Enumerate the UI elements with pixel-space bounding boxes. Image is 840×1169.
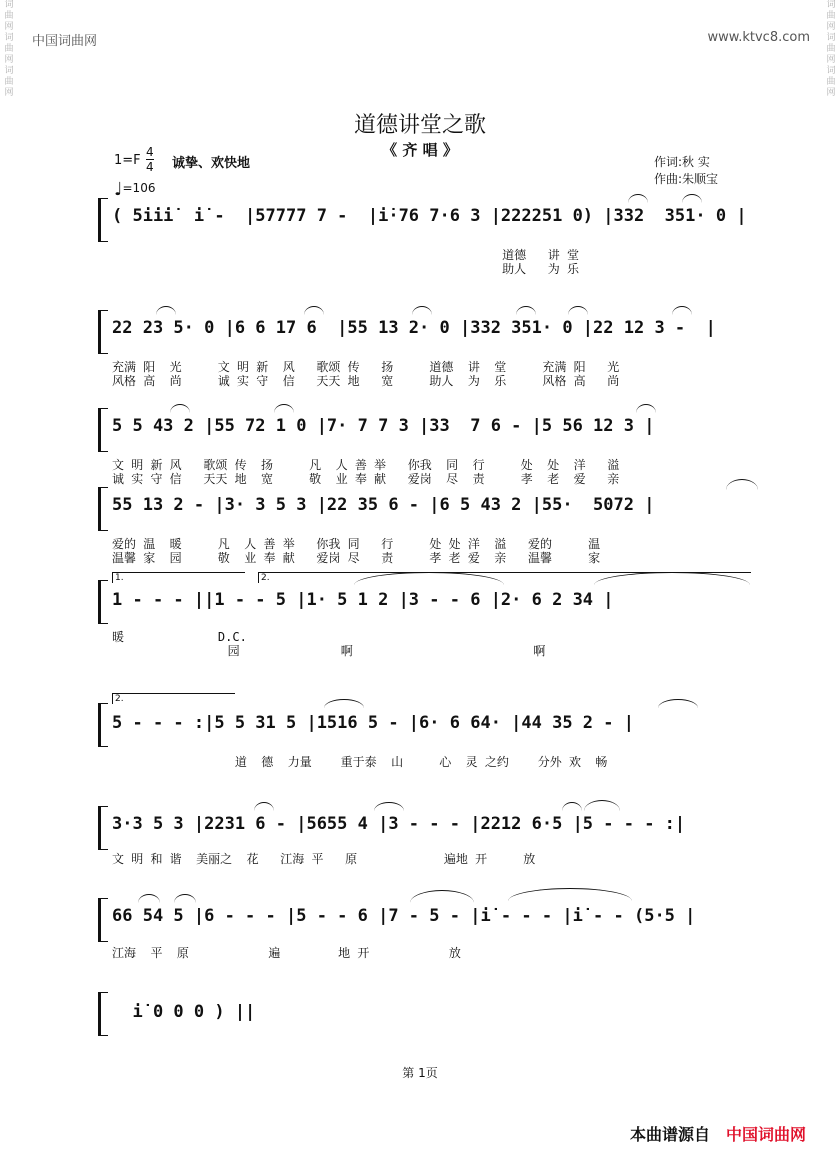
lyrics-verse-2: 园 啊 啊 (112, 644, 546, 658)
system-brace (98, 310, 108, 354)
volta-2: 2. (258, 572, 751, 583)
notation-line: 22 23 5· 0 |6 6 17 6 |55 13 2· 0 |332 351· 0 |22 12 3 - | (112, 318, 716, 338)
slur (254, 802, 274, 811)
system-brace (98, 898, 108, 942)
system-brace (98, 408, 108, 452)
score-system-5 (98, 572, 754, 662)
notation-line: 55 13 2 - |3· 3 5 3 |22 35 6 - |6 5 43 2 |55· 5072 | (112, 495, 655, 515)
lyrics-verse-1: 暖 D.C. (112, 630, 247, 644)
site-name-watermark: 中国词曲网 (32, 34, 98, 49)
slur (412, 306, 432, 315)
composer-credit: 作曲:朱顺宝 (654, 172, 719, 186)
slur (324, 699, 364, 708)
slur (170, 404, 190, 413)
page-number: 第 1页 (402, 1066, 438, 1080)
score-system-4 (98, 485, 754, 565)
slur (374, 802, 404, 811)
score-system-9 (98, 990, 754, 1040)
notation-line: 3·3 5 3 |2231 6 - |5655 4 |3 - - - |2212 6·5 |5 - - - :| (112, 814, 686, 834)
volta-1: 1. (112, 572, 245, 583)
notation-line: 66 54 5 |6 - - - |5 - - 6 |7 - 5 - |i̇ - - - |i̇ - - (5·5 | (112, 906, 696, 926)
notation-line: ( 5i̇i̇i̇ i̇ - |57777 7 - |i̇·76 7·6 3 |222251 0) |332 351· 0 | (112, 206, 747, 226)
slur (174, 894, 196, 903)
site-url-watermark: www.ktvc8.com (707, 30, 810, 45)
side-watermark-left: 词曲网 词曲网 词曲网 (4, 0, 14, 98)
slur (682, 194, 702, 203)
volta-2: 2. (112, 693, 235, 704)
score-system-3 (98, 406, 754, 486)
time-signature (146, 145, 154, 174)
notation-line: 5 5 43 2 |55 72 1 0 |7· 7 7 3 |33 7 6 - |5 56 12 3 | (112, 416, 655, 436)
slur (274, 404, 294, 413)
slur (628, 194, 648, 203)
slur (636, 404, 656, 413)
lyrics-verse-1: 道德 讲 堂 (112, 248, 580, 262)
source-label: 本曲谱源自 (629, 1125, 710, 1144)
song-title: 道德讲堂之歌 (353, 113, 486, 138)
slur (672, 306, 692, 315)
slur (562, 802, 582, 811)
lyrics-verse-2: 诚 实 守 信 天天 地 宽 敬 业 奉 献 爱岗 尽 责 孝 老 爱 亲 (112, 472, 620, 486)
system-brace (98, 198, 108, 242)
notation-line: 1 - - - ||1 - - 5 |1· 5 1 2 |3 - - 6 |2· 6 2 34 | (112, 590, 614, 610)
time-signature-bottom: 4 (146, 160, 154, 174)
lyrics-verse-1: 充满 阳 光 文 明 新 风 歌颂 传 扬 道德 讲 堂 充满 阳 光 (112, 360, 620, 374)
notation-line: 5 - - - :|5 5 31 5 |1516 5 - |6· 6 64· |44 35 2 - | (112, 713, 634, 733)
slur (138, 894, 160, 903)
score-system-6 (98, 693, 754, 773)
slur (568, 306, 588, 315)
score-system-1 (98, 196, 754, 276)
expression-mark: 诚挚、欢快地 (172, 156, 251, 171)
lyrics-verse-1: 道 德 力量 重于泰 山 心 灵 之约 分外 欢 畅 (112, 755, 608, 769)
slur (304, 306, 324, 315)
lyrics-verse-1: 江海 平 原 遍 地 开 放 (112, 946, 461, 960)
quarter-note-icon: ♩ (114, 179, 123, 200)
lyrics-verse-2: 温馨 家 园 敬 业 奉 献 爱岗 尽 责 孝 老 爱 亲 温馨 家 (112, 551, 601, 565)
lyrics-verse-1: 文 明 和 谐 美丽之 花 江海 平 原 遍地 开 放 (112, 852, 536, 866)
slur (156, 306, 176, 315)
key-signature: 1=F (114, 153, 141, 168)
score-system-2 (98, 308, 754, 388)
time-signature-top: 4 (146, 145, 154, 159)
lyricist-credit: 作词:秋 实 (654, 155, 710, 169)
slur (410, 890, 474, 903)
slur (508, 888, 632, 901)
slur (658, 699, 698, 708)
lyrics-verse-2: 助人 为 乐 (112, 262, 580, 276)
lyrics-verse-2: 风格 高 尚 诚 实 守 信 天天 地 宽 助人 为 乐 风格 高 尚 (112, 374, 620, 388)
system-brace (98, 580, 108, 624)
score-system-8 (98, 896, 754, 966)
slur (584, 800, 620, 811)
lyrics-verse-1: 文 明 新 风 歌颂 传 扬 凡 人 善 举 你我 同 行 处 处 洋 溢 (112, 458, 620, 472)
score-system-7 (98, 804, 754, 874)
system-brace (98, 487, 108, 531)
system-brace (98, 992, 108, 1036)
tempo-value: =106 (122, 181, 156, 195)
system-brace (98, 703, 108, 747)
performance-type: 《 齐 唱 》 (382, 141, 458, 159)
notation-line: i̇ 0 0 0 ) || (112, 1002, 256, 1022)
source-site: 中国词曲网 (725, 1125, 806, 1144)
source-credit (630, 1122, 806, 1145)
system-brace (98, 806, 108, 850)
slur (516, 306, 536, 315)
side-watermark-right: 词曲网 词曲网 词曲网 (826, 0, 836, 98)
lyrics-verse-1: 爱的 温 暖 凡 人 善 举 你我 同 行 处 处 洋 溢 爱的 温 (112, 537, 601, 551)
